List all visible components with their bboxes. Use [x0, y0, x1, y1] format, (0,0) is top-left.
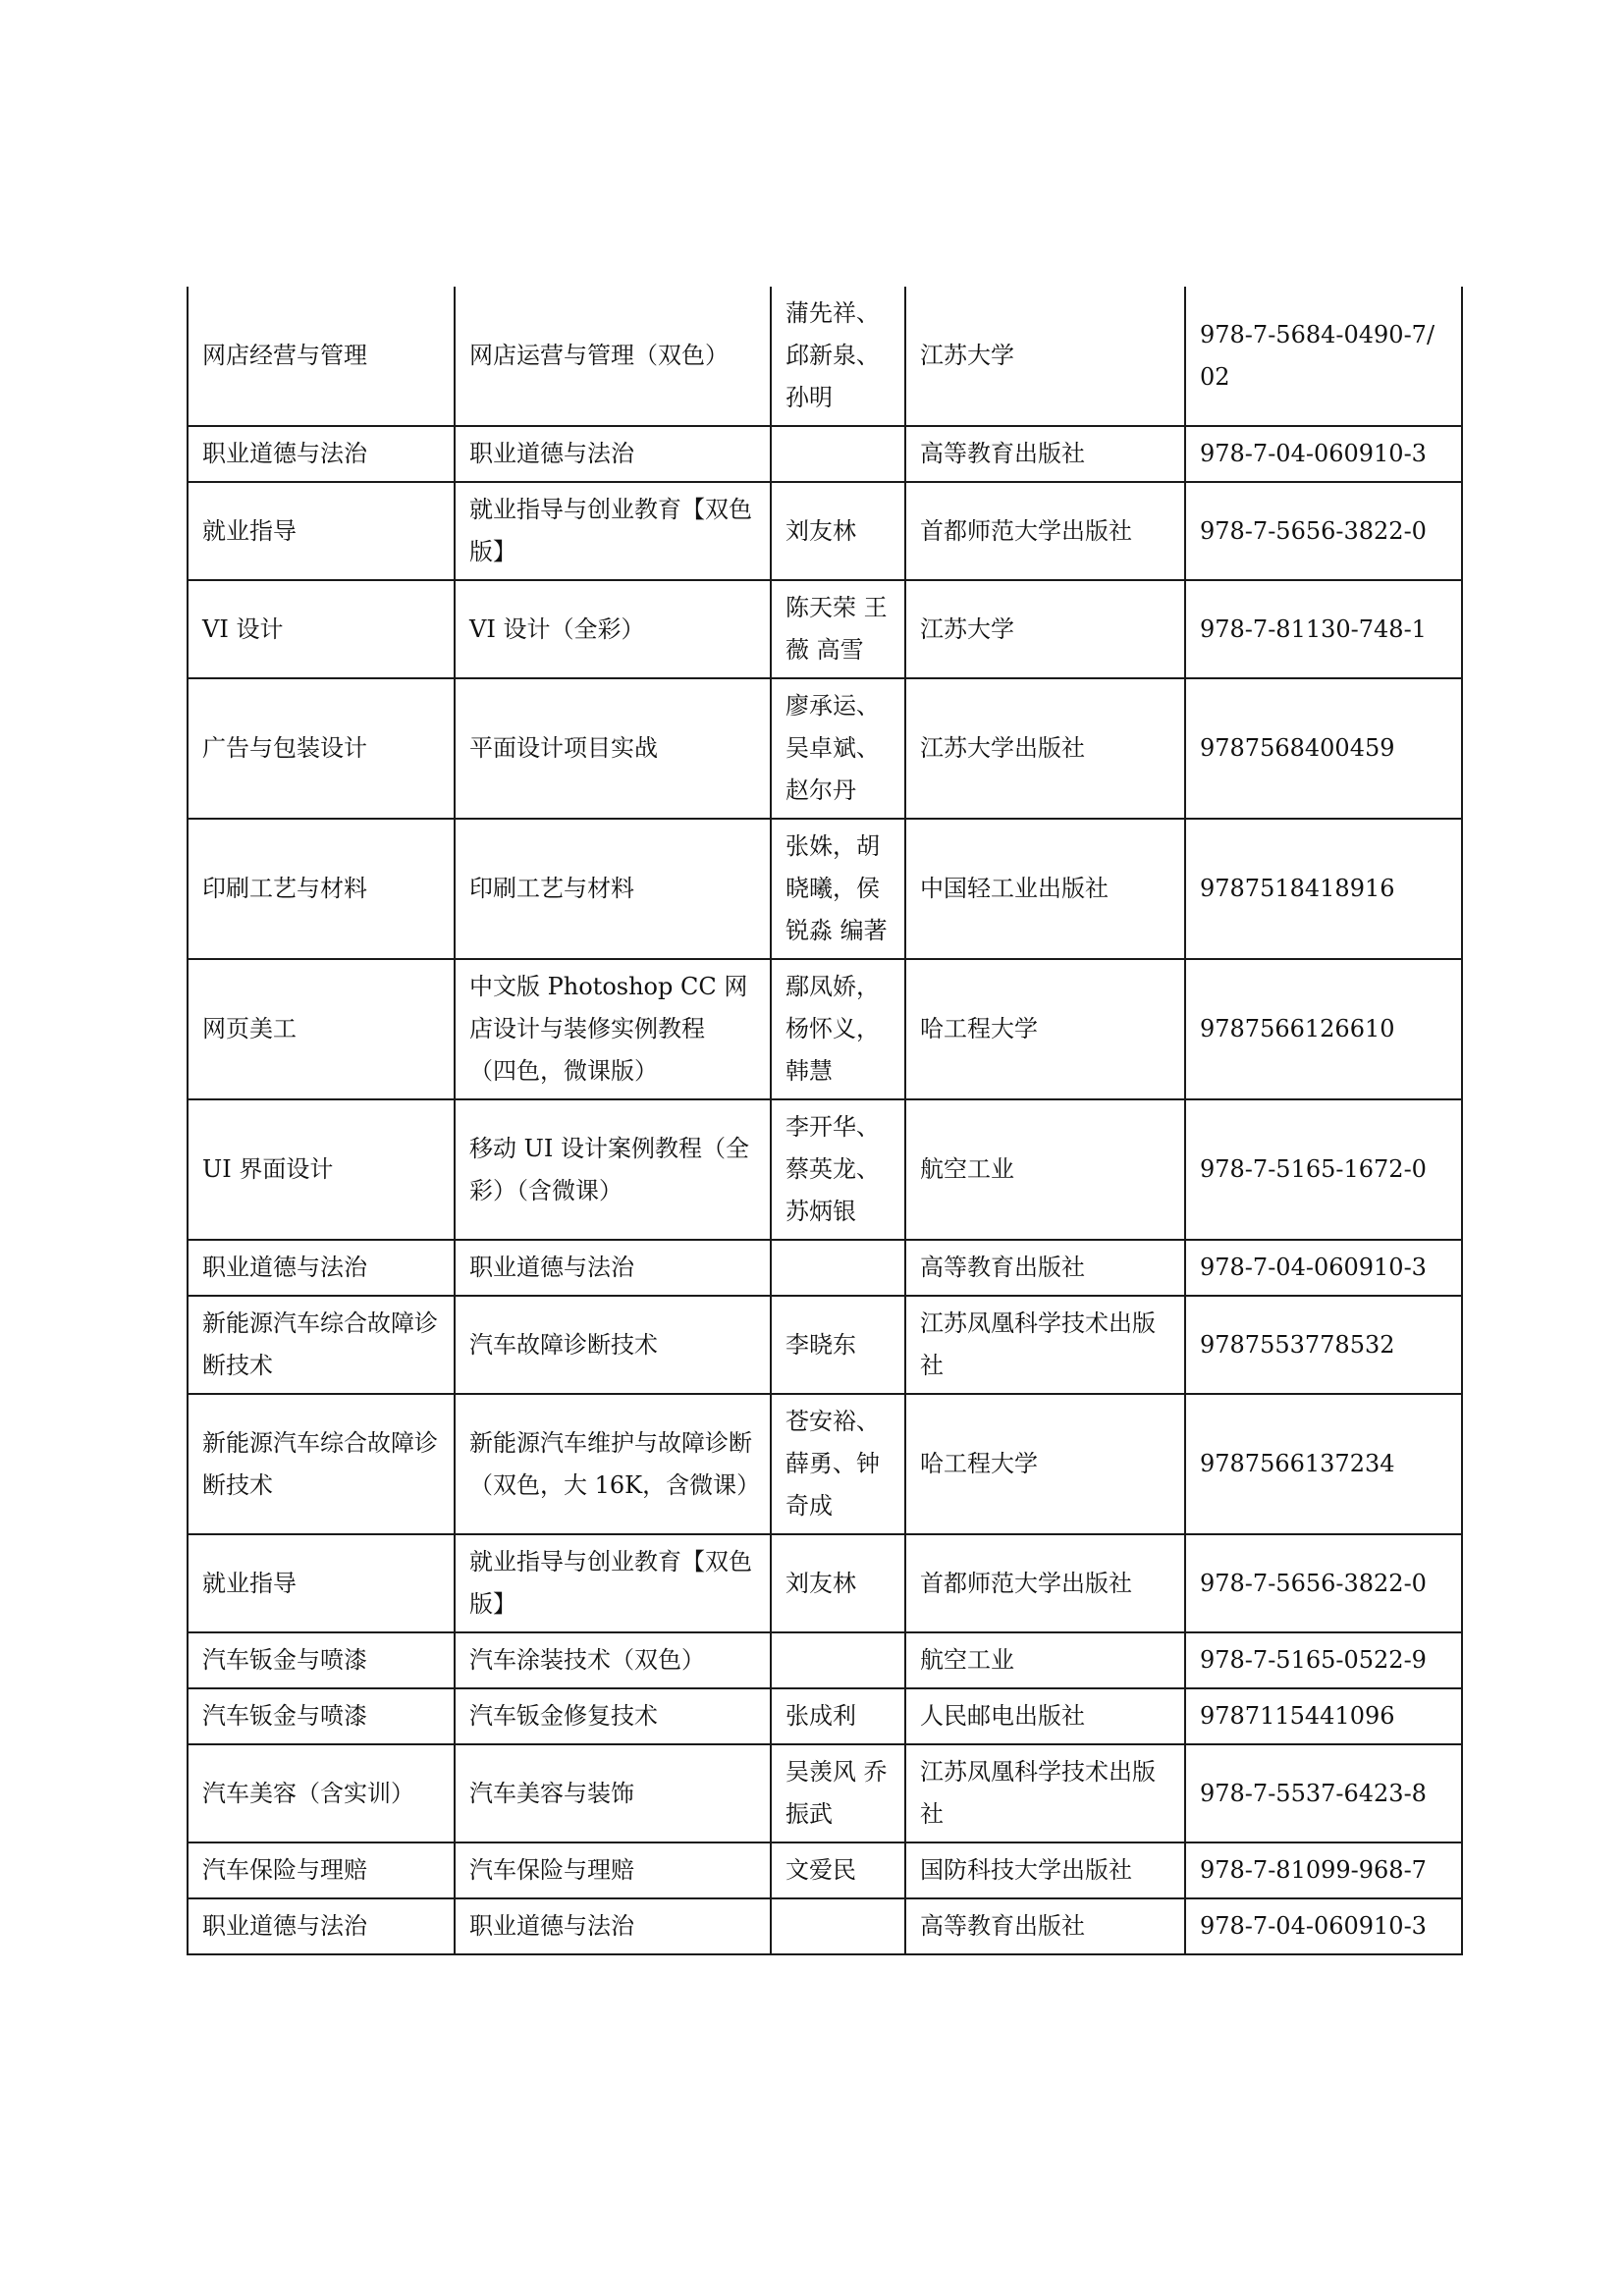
- book-title-cell: 平面设计项目实战: [455, 678, 771, 819]
- isbn-cell: 978-7-5656-3822-0: [1185, 482, 1462, 580]
- author-cell: 李晓东: [771, 1296, 905, 1394]
- table-row: [188, 959, 1462, 1099]
- course-cell: 印刷工艺与材料: [188, 819, 455, 959]
- isbn-cell: 978-7-81099-968-7: [1185, 1842, 1462, 1898]
- author-cell: 李开华、蔡英龙、苏炳银: [771, 1099, 905, 1240]
- author-cell: 苍安裕、薛勇、钟奇成: [771, 1394, 905, 1534]
- book-title-cell: 印刷工艺与材料: [455, 819, 771, 959]
- book-title-cell: 新能源汽车维护与故障诊断（双色，大 16K，含微课）: [455, 1394, 771, 1534]
- isbn-cell: 978-7-5165-1672-0: [1185, 1099, 1462, 1240]
- author-cell: 吴羡风 乔振武: [771, 1744, 905, 1842]
- publisher-cell: 国防科技大学出版社: [905, 1842, 1185, 1898]
- book-title-cell: 职业道德与法治: [455, 1240, 771, 1296]
- isbn-cell: 978-7-5656-3822-0: [1185, 1534, 1462, 1632]
- table-row: [188, 1898, 1462, 1954]
- course-cell: 新能源汽车综合故障诊断技术: [188, 1296, 455, 1394]
- publisher-cell: 首都师范大学出版社: [905, 482, 1185, 580]
- table-row: [188, 678, 1462, 819]
- author-cell: 廖承运、吴卓斌、赵尔丹: [771, 678, 905, 819]
- publisher-cell: 人民邮电出版社: [905, 1688, 1185, 1744]
- book-title-cell: 就业指导与创业教育【双色版】: [455, 482, 771, 580]
- textbook-table: [187, 287, 1463, 1955]
- table-row: [188, 1099, 1462, 1240]
- course-cell: 汽车美容（含实训）: [188, 1744, 455, 1842]
- author-cell: 刘友林: [771, 1534, 905, 1632]
- book-title-cell: 汽车涂装技术（双色）: [455, 1632, 771, 1688]
- publisher-cell: 航空工业: [905, 1632, 1185, 1688]
- book-title-cell: VI 设计（全彩）: [455, 580, 771, 678]
- isbn-cell: 978-7-5165-0522-9: [1185, 1632, 1462, 1688]
- book-title-cell: 职业道德与法治: [455, 426, 771, 482]
- course-cell: 就业指导: [188, 1534, 455, 1632]
- publisher-cell: 高等教育出版社: [905, 1240, 1185, 1296]
- book-title-cell: 中文版 Photoshop CC 网店设计与装修实例教程 （四色，微课版）: [455, 959, 771, 1099]
- course-cell: 新能源汽车综合故障诊断技术: [188, 1394, 455, 1534]
- author-cell: [771, 426, 905, 482]
- table-row: [188, 1688, 1462, 1744]
- course-cell: 汽车钣金与喷漆: [188, 1632, 455, 1688]
- course-cell: 网店经营与管理: [188, 287, 455, 426]
- isbn-cell: 9787115441096: [1185, 1688, 1462, 1744]
- table-row: [188, 426, 1462, 482]
- table-row: [188, 580, 1462, 678]
- table-row: [188, 1534, 1462, 1632]
- isbn-cell: 9787566137234: [1185, 1394, 1462, 1534]
- table-row: [188, 1744, 1462, 1842]
- publisher-cell: 中国轻工业出版社: [905, 819, 1185, 959]
- author-cell: 文爱民: [771, 1842, 905, 1898]
- publisher-cell: 哈工程大学: [905, 1394, 1185, 1534]
- isbn-cell: 9787518418916: [1185, 819, 1462, 959]
- course-cell: 汽车钣金与喷漆: [188, 1688, 455, 1744]
- author-cell: [771, 1632, 905, 1688]
- author-cell: 鄢凤娇，杨怀义，韩慧: [771, 959, 905, 1099]
- course-cell: 职业道德与法治: [188, 1898, 455, 1954]
- table-row: [188, 1394, 1462, 1534]
- author-cell: 张成利: [771, 1688, 905, 1744]
- table-row: [188, 1296, 1462, 1394]
- isbn-cell: 9787568400459: [1185, 678, 1462, 819]
- book-title-cell: 职业道德与法治: [455, 1898, 771, 1954]
- author-cell: [771, 1898, 905, 1954]
- publisher-cell: 高等教育出版社: [905, 426, 1185, 482]
- course-cell: UI 界面设计: [188, 1099, 455, 1240]
- book-title-cell: 网店运营与管理（双色）: [455, 287, 771, 426]
- book-title-cell: 移动 UI 设计案例教程（全彩）（含微课）: [455, 1099, 771, 1240]
- author-cell: 陈天荣 王薇 高雪: [771, 580, 905, 678]
- isbn-cell: 978-7-5684-0490-7/02: [1185, 287, 1462, 426]
- author-cell: 张姝，胡晓曦，侯锐淼 编著: [771, 819, 905, 959]
- publisher-cell: 高等教育出版社: [905, 1898, 1185, 1954]
- publisher-cell: 江苏凤凰科学技术出版社: [905, 1744, 1185, 1842]
- book-title-cell: 汽车美容与装饰: [455, 1744, 771, 1842]
- table-row: [188, 1240, 1462, 1296]
- isbn-cell: 978-7-81130-748-1: [1185, 580, 1462, 678]
- publisher-cell: 江苏大学出版社: [905, 678, 1185, 819]
- course-cell: 汽车保险与理赔: [188, 1842, 455, 1898]
- author-cell: 蒲先祥、邱新泉、孙明: [771, 287, 905, 426]
- table-row: [188, 482, 1462, 580]
- table-row: [188, 1842, 1462, 1898]
- author-cell: [771, 1240, 905, 1296]
- book-title-cell: 汽车故障诊断技术: [455, 1296, 771, 1394]
- isbn-cell: 978-7-04-060910-3: [1185, 1240, 1462, 1296]
- isbn-cell: 978-7-5537-6423-8: [1185, 1744, 1462, 1842]
- author-cell: 刘友林: [771, 482, 905, 580]
- publisher-cell: 哈工程大学: [905, 959, 1185, 1099]
- publisher-cell: 航空工业: [905, 1099, 1185, 1240]
- course-cell: 广告与包装设计: [188, 678, 455, 819]
- course-cell: VI 设计: [188, 580, 455, 678]
- table-row: [188, 819, 1462, 959]
- book-title-cell: 汽车钣金修复技术: [455, 1688, 771, 1744]
- table-body: [188, 287, 1462, 1954]
- publisher-cell: 江苏大学: [905, 580, 1185, 678]
- isbn-cell: 9787566126610: [1185, 959, 1462, 1099]
- book-title-cell: 就业指导与创业教育【双色版】: [455, 1534, 771, 1632]
- isbn-cell: 978-7-04-060910-3: [1185, 1898, 1462, 1954]
- course-cell: 就业指导: [188, 482, 455, 580]
- course-cell: 网页美工: [188, 959, 455, 1099]
- isbn-cell: 978-7-04-060910-3: [1185, 426, 1462, 482]
- course-cell: 职业道德与法治: [188, 426, 455, 482]
- isbn-cell: 9787553778532: [1185, 1296, 1462, 1394]
- publisher-cell: 首都师范大学出版社: [905, 1534, 1185, 1632]
- course-cell: 职业道德与法治: [188, 1240, 455, 1296]
- table-row: [188, 287, 1462, 426]
- publisher-cell: 江苏大学: [905, 287, 1185, 426]
- book-title-cell: 汽车保险与理赔: [455, 1842, 771, 1898]
- publisher-cell: 江苏凤凰科学技术出版社: [905, 1296, 1185, 1394]
- table-row: [188, 1632, 1462, 1688]
